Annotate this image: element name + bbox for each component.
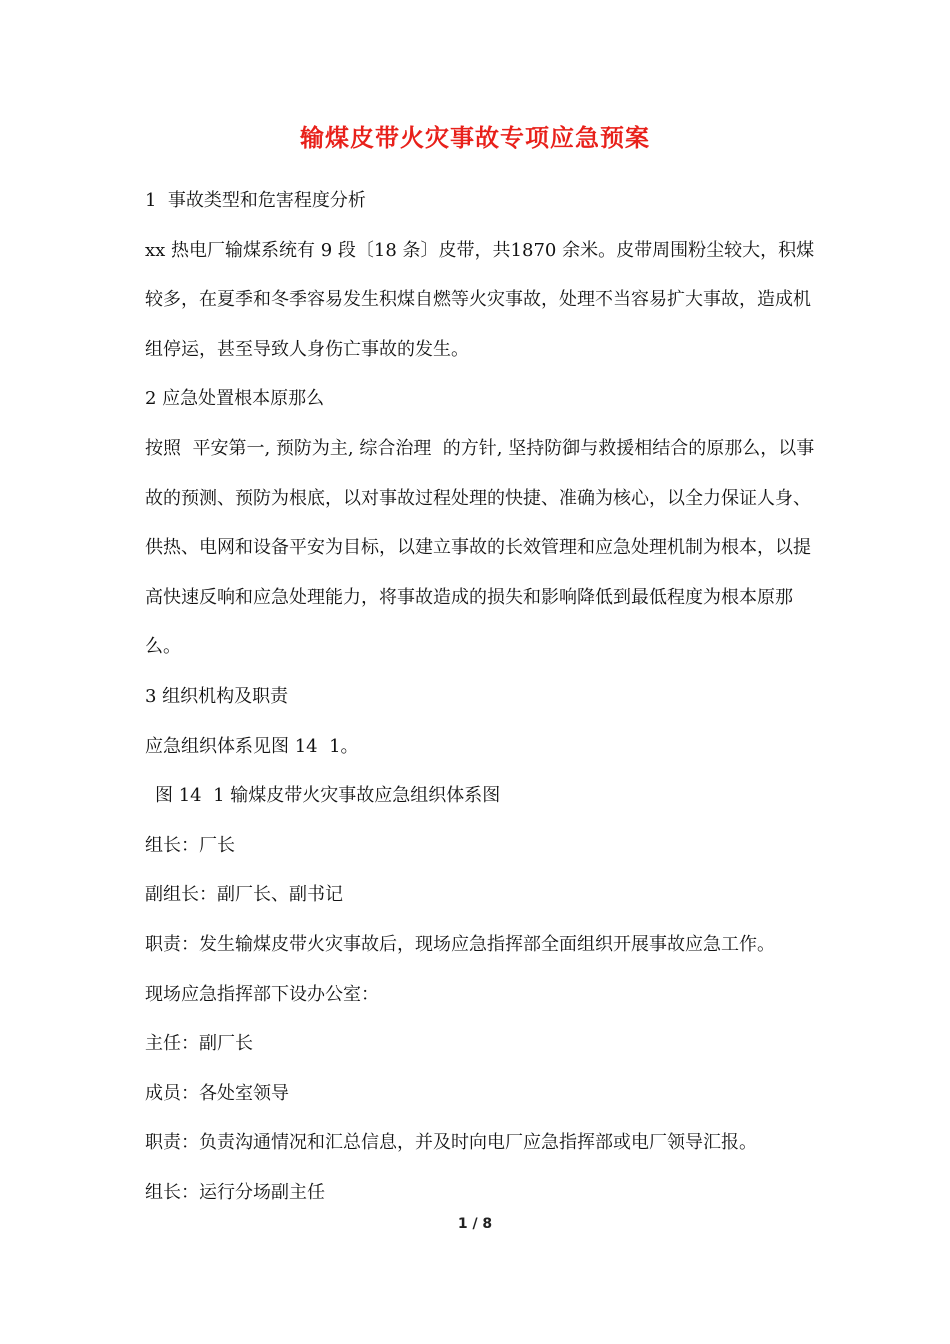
paragraph: 组长：厂长 — [145, 834, 235, 856]
paragraph: 职责：发生输煤皮带火灾事故后，现场应急指挥部全面组织开展事故应急工作。 — [145, 933, 775, 955]
paragraph: 应急组织体系见图 14 1。 — [145, 735, 359, 757]
paragraph: 现场应急指挥部下设办公室： — [145, 983, 379, 1005]
section-heading: 2 应急处置根本原那么 — [145, 388, 325, 410]
paragraph: xx 热电厂输煤系统有 9 段〔18 条〕皮带，共1870 余米。皮带周围粉尘较大，积煤较多，在夏季和冬季容易发生积煤自燃等火灾事故，处理不当容易扩大事故，造成机组停运，甚至导致人身伤亡事故的发生。 — [145, 239, 815, 360]
paragraph: 职责：负责沟通情况和汇总信息，并及时向电厂应急指挥部或电厂领导汇报。 — [145, 1132, 757, 1154]
paragraph: 按照 平安第一, 预防为主, 综合治理 的方针, 坚持防御与救援相结合的原那么，以事故的预测、预防为根底，以对事故过程处理的快捷、准确为核心，以全力保证人身、供热、电网和设备平安为目标，以建立事故的长效管理和应急处理机制为根本，以提高快速反响和应急处理能力，将事故造成的损失和影响降低到最低程度为根本原那么。 — [145, 437, 815, 658]
paragraph: 副组长：副厂长、副书记 — [145, 884, 343, 906]
page-number: 1 / 8 — [457, 1216, 493, 1232]
paragraph: 组长：运行分场副主任 — [145, 1181, 325, 1203]
section-heading: 3 组织机构及职责 — [145, 685, 289, 707]
section-heading: 1 事故类型和危害程度分析 — [145, 190, 366, 211]
document-title: 输煤皮带火灾事故专项应急预案 — [300, 123, 650, 152]
document-body — [145, 176, 817, 1217]
paragraph: 主任：副厂长 — [145, 1033, 253, 1055]
figure-caption: 图 14 1 输煤皮带火灾事故应急组织体系图 — [155, 785, 501, 807]
paragraph: 成员：各处室领导 — [145, 1082, 289, 1104]
